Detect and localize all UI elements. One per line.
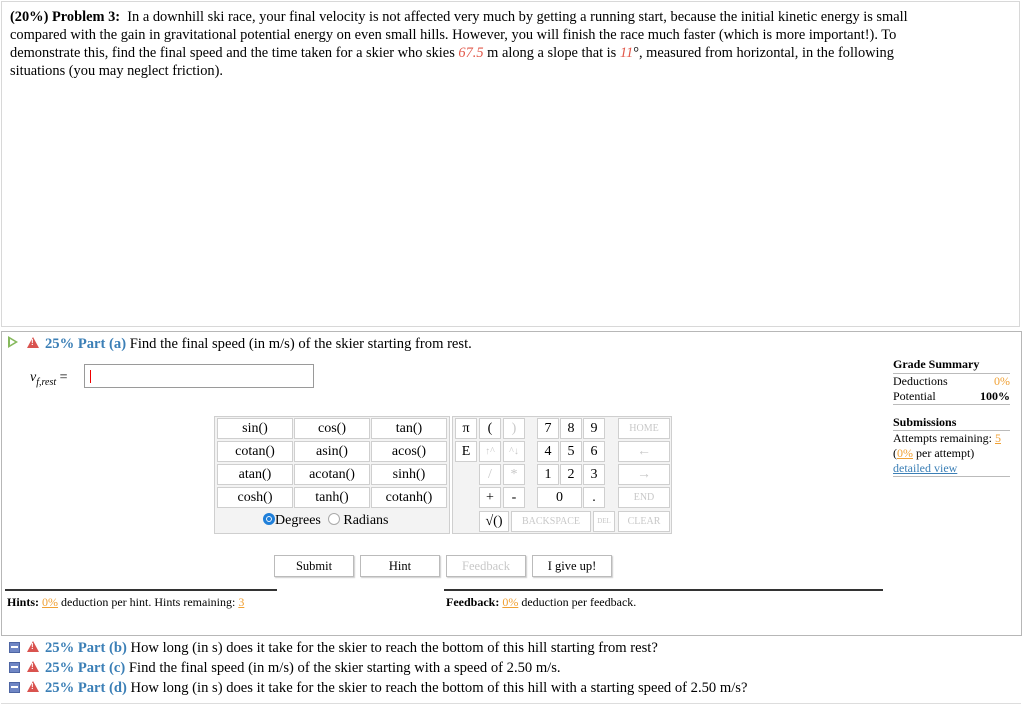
potential-value: 100% bbox=[980, 389, 1010, 403]
feedback-text: deduction per feedback. bbox=[518, 595, 637, 609]
answer-input[interactable] bbox=[84, 364, 314, 388]
submit-button[interactable]: Submit bbox=[274, 555, 354, 577]
fn-cosh-button[interactable]: cosh() bbox=[217, 487, 293, 508]
del-key[interactable]: DEL bbox=[593, 511, 615, 532]
warning-icon bbox=[27, 641, 39, 652]
rparen-key[interactable]: ) bbox=[503, 418, 525, 439]
grade-summary-title: Grade Summary bbox=[893, 357, 1010, 374]
plus-key[interactable]: + bbox=[479, 487, 501, 508]
fn-cos-button[interactable]: cos() bbox=[294, 418, 370, 439]
submissions-title: Submissions bbox=[893, 415, 1010, 431]
down-caret-key[interactable]: ^↓ bbox=[503, 441, 525, 462]
degrees-label: Degrees bbox=[275, 513, 321, 528]
sqrt-key[interactable]: √() bbox=[479, 511, 509, 532]
fn-sin-button[interactable]: sin() bbox=[217, 418, 293, 439]
answer-label bbox=[30, 370, 68, 388]
part-d-pct: 25% bbox=[45, 680, 75, 696]
answer-symbol: v bbox=[30, 370, 37, 385]
radians-radio[interactable] bbox=[328, 513, 340, 525]
digit-6-key[interactable]: 6 bbox=[583, 441, 605, 462]
part-d-heading[interactable] bbox=[45, 680, 747, 697]
feedback-button[interactable]: Feedback bbox=[446, 555, 526, 577]
up-caret-key[interactable]: ↑^ bbox=[479, 441, 501, 462]
angle-mode-group bbox=[263, 513, 388, 529]
feedback-label: Feedback: bbox=[446, 595, 500, 609]
deductions-row bbox=[893, 374, 1010, 389]
attempts-label: Attempts remaining: bbox=[893, 431, 992, 445]
expand-part-c-icon[interactable] bbox=[9, 662, 20, 673]
hint-button[interactable]: Hint bbox=[360, 555, 440, 577]
fn-cotan-button[interactable]: cotan() bbox=[217, 441, 293, 462]
part-a-heading bbox=[45, 336, 472, 353]
degrees-radio[interactable] bbox=[263, 513, 275, 525]
hints-pct: 0% bbox=[42, 595, 59, 609]
digit-5-key[interactable]: 5 bbox=[560, 441, 582, 462]
distance-value: 67.5 bbox=[458, 45, 484, 61]
problem-weight: (20%) bbox=[10, 9, 49, 25]
grade-summary bbox=[893, 357, 1010, 477]
part-b-label: Part (b) bbox=[77, 640, 127, 656]
left-arrow-key[interactable]: ← bbox=[618, 441, 670, 462]
fn-tanh-button[interactable]: tanh() bbox=[294, 487, 370, 508]
deductions-label: Deductions bbox=[893, 374, 948, 388]
per-attempt-pct: 0% bbox=[897, 446, 913, 460]
function-palette bbox=[214, 416, 450, 534]
digit-9-key[interactable]: 9 bbox=[583, 418, 605, 439]
potential-label: Potential bbox=[893, 389, 936, 403]
end-key[interactable]: END bbox=[618, 487, 670, 508]
part-a-pct: 25% bbox=[45, 336, 75, 352]
digit-2-key[interactable]: 2 bbox=[560, 464, 582, 485]
detailed-view-link[interactable]: detailed view bbox=[893, 461, 958, 475]
problem-panel bbox=[1, 1, 1020, 327]
part-b-question: How long (in s) does it take for the skier to reach the bottom of this hill starting from rest? bbox=[130, 640, 658, 656]
bottom-divider bbox=[1, 703, 1021, 704]
feedback-info bbox=[446, 595, 636, 610]
pi-key[interactable]: π bbox=[455, 418, 477, 439]
multiply-key[interactable]: * bbox=[503, 464, 525, 485]
lparen-key[interactable]: ( bbox=[479, 418, 501, 439]
part-c-pct: 25% bbox=[45, 660, 75, 676]
warning-icon bbox=[27, 661, 39, 672]
part-b-pct: 25% bbox=[45, 640, 75, 656]
problem-text-3: °, measured from horizontal, in the following situations (you may neglect friction). bbox=[10, 45, 894, 79]
decimal-key[interactable]: . bbox=[583, 487, 605, 508]
divide-key[interactable]: / bbox=[479, 464, 501, 485]
attempts-row bbox=[893, 431, 1010, 446]
attempts-value: 5 bbox=[994, 431, 1001, 445]
hints-label: Hints: bbox=[7, 595, 40, 609]
fn-acotan-button[interactable]: acotan() bbox=[294, 464, 370, 485]
hints-remaining: 3 bbox=[238, 595, 245, 609]
part-b-heading[interactable] bbox=[45, 640, 658, 657]
per-attempt-row: (0% per attempt) bbox=[893, 446, 975, 460]
feedback-pct: 0% bbox=[502, 595, 519, 609]
expand-part-b-icon[interactable] bbox=[9, 642, 20, 653]
play-icon[interactable] bbox=[8, 336, 18, 348]
part-d-question: How long (in s) does it take for the skier to reach the bottom of this hill with a starting speed of 2.50 m/s? bbox=[130, 680, 748, 696]
digit-8-key[interactable]: 8 bbox=[560, 418, 582, 439]
angle-value: 11 bbox=[619, 45, 634, 61]
hints-text: deduction per hint. Hints remaining: bbox=[58, 595, 239, 609]
fn-asin-button[interactable]: asin() bbox=[294, 441, 370, 462]
right-arrow-key[interactable]: → bbox=[618, 464, 670, 485]
problem-label: Problem 3: bbox=[51, 9, 121, 25]
hints-info bbox=[7, 595, 244, 610]
digit-3-key[interactable]: 3 bbox=[583, 464, 605, 485]
part-c-label: Part (c) bbox=[77, 660, 126, 676]
clear-key[interactable]: CLEAR bbox=[618, 511, 670, 532]
part-c-question: Find the final speed (in m/s) of the skier starting with a speed of 2.50 m/s. bbox=[128, 660, 561, 676]
keypad bbox=[452, 416, 672, 534]
digit-4-key[interactable]: 4 bbox=[537, 441, 559, 462]
answer-equals: = bbox=[59, 370, 68, 385]
e-key[interactable]: E bbox=[455, 441, 477, 462]
problem-text-1: In a downhill ski race, your final velocity is not affected very much by getting a running start, because the initial kinetic energy is small compared with the gain in gravitational potential energy on even small hills. However, you will finish the race much faster (which is more important!). To demonstrate this, find the final speed and the time taken for a skier who skies bbox=[10, 9, 908, 61]
backspace-key[interactable]: BACKSPACE bbox=[511, 511, 591, 532]
digit-0-key[interactable]: 0 bbox=[537, 487, 582, 508]
part-d-label: Part (d) bbox=[77, 680, 127, 696]
expand-part-d-icon[interactable] bbox=[9, 682, 20, 693]
feedback-divider bbox=[444, 589, 883, 591]
minus-key[interactable]: - bbox=[503, 487, 525, 508]
per-attempt-text: per attempt) bbox=[913, 446, 975, 460]
fn-sinh-button[interactable]: sinh() bbox=[371, 464, 447, 485]
give-up-button[interactable]: I give up! bbox=[532, 555, 612, 577]
warning-icon bbox=[27, 337, 39, 348]
answer-subscript: f,rest bbox=[36, 376, 57, 388]
home-key[interactable]: HOME bbox=[618, 418, 670, 439]
radians-label: Radians bbox=[343, 513, 389, 528]
part-a-question: Find the final speed (in m/s) of the skier starting from rest. bbox=[129, 336, 472, 352]
text-caret bbox=[90, 370, 91, 383]
part-c-heading[interactable] bbox=[45, 660, 561, 677]
potential-row bbox=[893, 389, 1010, 405]
fn-atan-button[interactable]: atan() bbox=[217, 464, 293, 485]
fn-acos-button[interactable]: acos() bbox=[371, 441, 447, 462]
hints-divider bbox=[5, 589, 277, 591]
deductions-value: 0% bbox=[994, 374, 1010, 388]
digit-7-key[interactable]: 7 bbox=[537, 418, 559, 439]
problem-text-2: m along a slope that is bbox=[483, 45, 620, 61]
problem-statement bbox=[10, 8, 910, 80]
part-a-label: Part (a) bbox=[77, 336, 127, 352]
fn-tan-button[interactable]: tan() bbox=[371, 418, 447, 439]
warning-icon bbox=[27, 681, 39, 692]
digit-1-key[interactable]: 1 bbox=[537, 464, 559, 485]
fn-cotanh-button[interactable]: cotanh() bbox=[371, 487, 447, 508]
